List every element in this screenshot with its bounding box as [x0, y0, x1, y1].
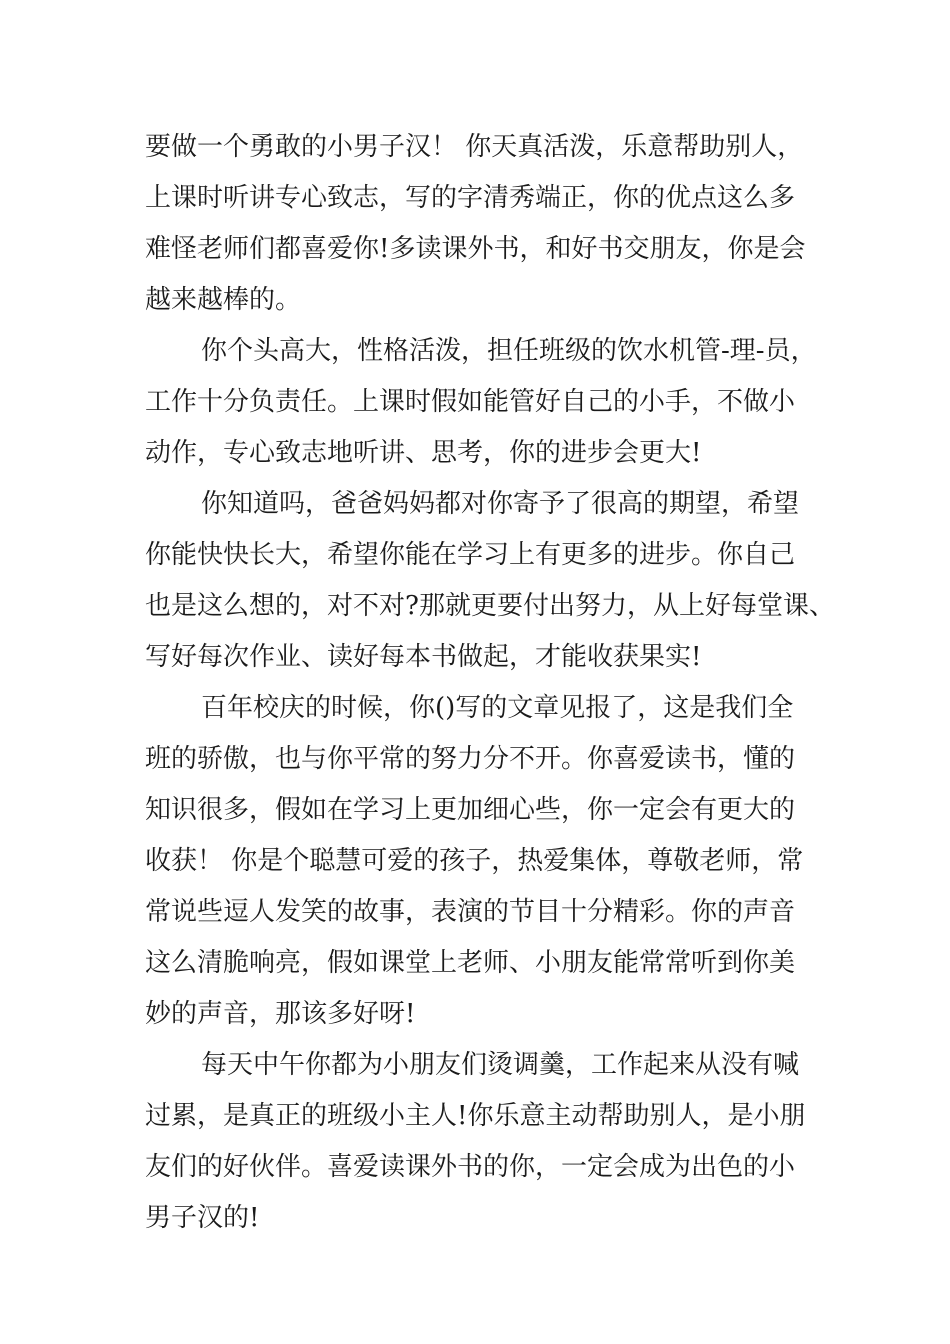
text-line: 你个头高大，性格活泼，担任班级的饮水机管-理-员，	[201, 336, 817, 366]
text-line: 动作，专心致志地听讲、思考，你的进步会更大!	[145, 438, 702, 468]
text-line: 这么清脆响亮，假如课堂上老师、小朋友能常常听到你美	[145, 948, 796, 978]
paragraph-4	[145, 683, 835, 1040]
text-line: 工作十分负责任。上课时假如能管好自己的小手，不做小	[145, 387, 796, 417]
text-line: 百年校庆的时候，你()写的文章见报了，这是我们全	[201, 693, 794, 723]
text-line: 你能快快长大，希望你能在学习上有更多的进步。你自己	[145, 540, 796, 570]
paragraph-5	[145, 1040, 835, 1244]
text-line: 你知道吗，爸爸妈妈都对你寄予了很高的期望，希望	[201, 489, 800, 519]
text-line: 每天中午你都为小朋友们烫调羹，工作起来从没有喊	[201, 1050, 800, 1080]
text-line: 越来越棒的。	[145, 285, 302, 315]
text-line: 班的骄傲，也与你平常的努力分不开。你喜爱读书，懂的	[145, 744, 796, 774]
document-body	[145, 122, 835, 1244]
text-line: 难怪老师们都喜爱你!多读课外书，和好书交朋友，你是会	[145, 234, 806, 264]
paragraph-1	[145, 122, 835, 326]
paragraph-3	[145, 479, 835, 683]
text-line: 收获！ 你是个聪慧可爱的孩子，热爱集体，尊敬老师，常	[145, 846, 804, 876]
text-line: 过累，是真正的班级小主人!你乐意主动帮助别人，是小朋	[145, 1101, 806, 1131]
text-line: 上课时听讲专心致志，写的字清秀端正，你的优点这么多	[145, 183, 796, 213]
paragraph-2	[145, 326, 835, 479]
text-line: 常说些逗人发笑的故事，表演的节目十分精彩。你的声音	[145, 897, 796, 927]
text-line: 男子汉的!	[145, 1203, 260, 1233]
text-line: 友们的好伙伴。喜爱读课外书的你，一定会成为出色的小	[145, 1152, 796, 1182]
text-line: 妙的声音，那该多好呀!	[145, 999, 416, 1029]
text-line: 写好每次作业、读好每本书做起，才能收获果实!	[145, 642, 702, 672]
text-line: 要做一个勇敢的小男子汉！ 你天真活泼，乐意帮助别人，	[145, 132, 804, 162]
text-line: 知识很多，假如在学习上更加细心些，你一定会有更大的	[145, 795, 796, 825]
text-line: 也是这么想的，对不对?那就更要付出努力，从上好每堂课、	[145, 591, 835, 621]
